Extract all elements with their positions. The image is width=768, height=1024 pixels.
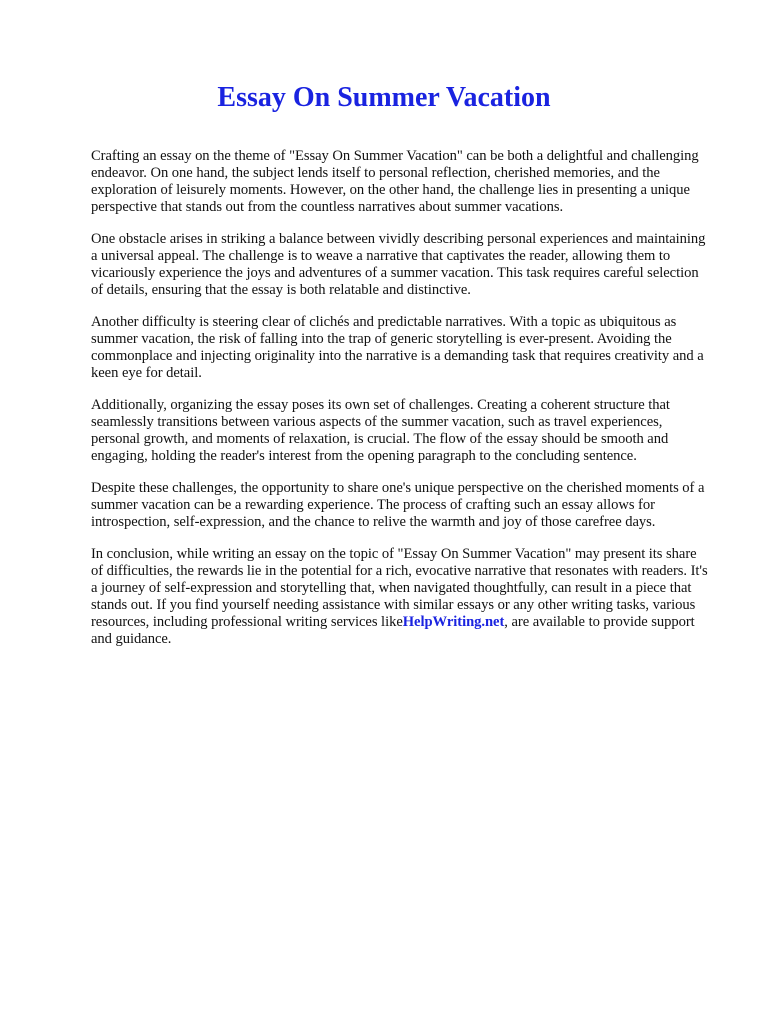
document-title: Essay On Summer Vacation (217, 82, 551, 113)
paragraph-structure: Additionally, organizing the essay poses its own set of challenges. Creating a coherent structure that seamlessly transitions between various aspects of the summer vacation, such as travel experiences, personal growth, and moments of relaxation, is crucial. The flow of the essay should be smooth and engaging, holding the reader's interest from the opening paragraph to the concluding sentence. (91, 397, 670, 464)
paragraph-conclusion (91, 546, 712, 648)
conclusion-text-end: , are available to provide support and guidance. (91, 614, 695, 647)
paragraph-intro: Crafting an essay on the theme of "Essay On Summer Vacation" can be both a delightful and challenging endeavor. On one hand, the subject lends itself to personal reflection, cherished memories, and the exploration of leisurely moments. However, on the other hand, the challenge lies in presenting a unique perspective that stands out from the countless narratives about summer vacations. (91, 148, 699, 215)
paragraph-balance: One obstacle arises in striking a balance between vividly describing personal experiences and maintaining a universal appeal. The challenge is to weave a narrative that captivates the reader, allowing them to vicariously experience the joys and adventures of a summer vacation. This task requires careful selection of details, ensuring that the essay is both relatable and distinctive. (91, 231, 706, 298)
conclusion-text: In conclusion, while writing an essay on the topic of "Essay On Summer Vacation" may present its share of difficulties, the rewards lie in the potential for a rich, evocative narrative that resonates with readers. It's a journey of self-expression and storytelling that, when navigated thoughtfully, can result in a piece that stands out. If you find yourself needing assistance with similar essays or any other writing tasks, various resources, including professional writing services like (91, 546, 708, 630)
paragraph-opportunity: Despite these challenges, the opportunity to share one's unique perspective on the cherished moments of a summer vacation can be a rewarding experience. The process of crafting such an essay allows for introspection, self-expression, and the chance to relive the warmth and joy of those carefree days. (91, 480, 705, 530)
helpwriting-link[interactable]: HelpWriting.net (402, 614, 505, 630)
paragraph-cliches: Another difficulty is steering clear of clichés and predictable narratives. With a topic as ubiquitous as summer vacation, the risk of falling into the trap of generic storytelling is ever-present. Avoiding the commonplace and injecting originality into the narrative is a demanding task that requires creativity and a keen eye for detail. (91, 314, 704, 381)
